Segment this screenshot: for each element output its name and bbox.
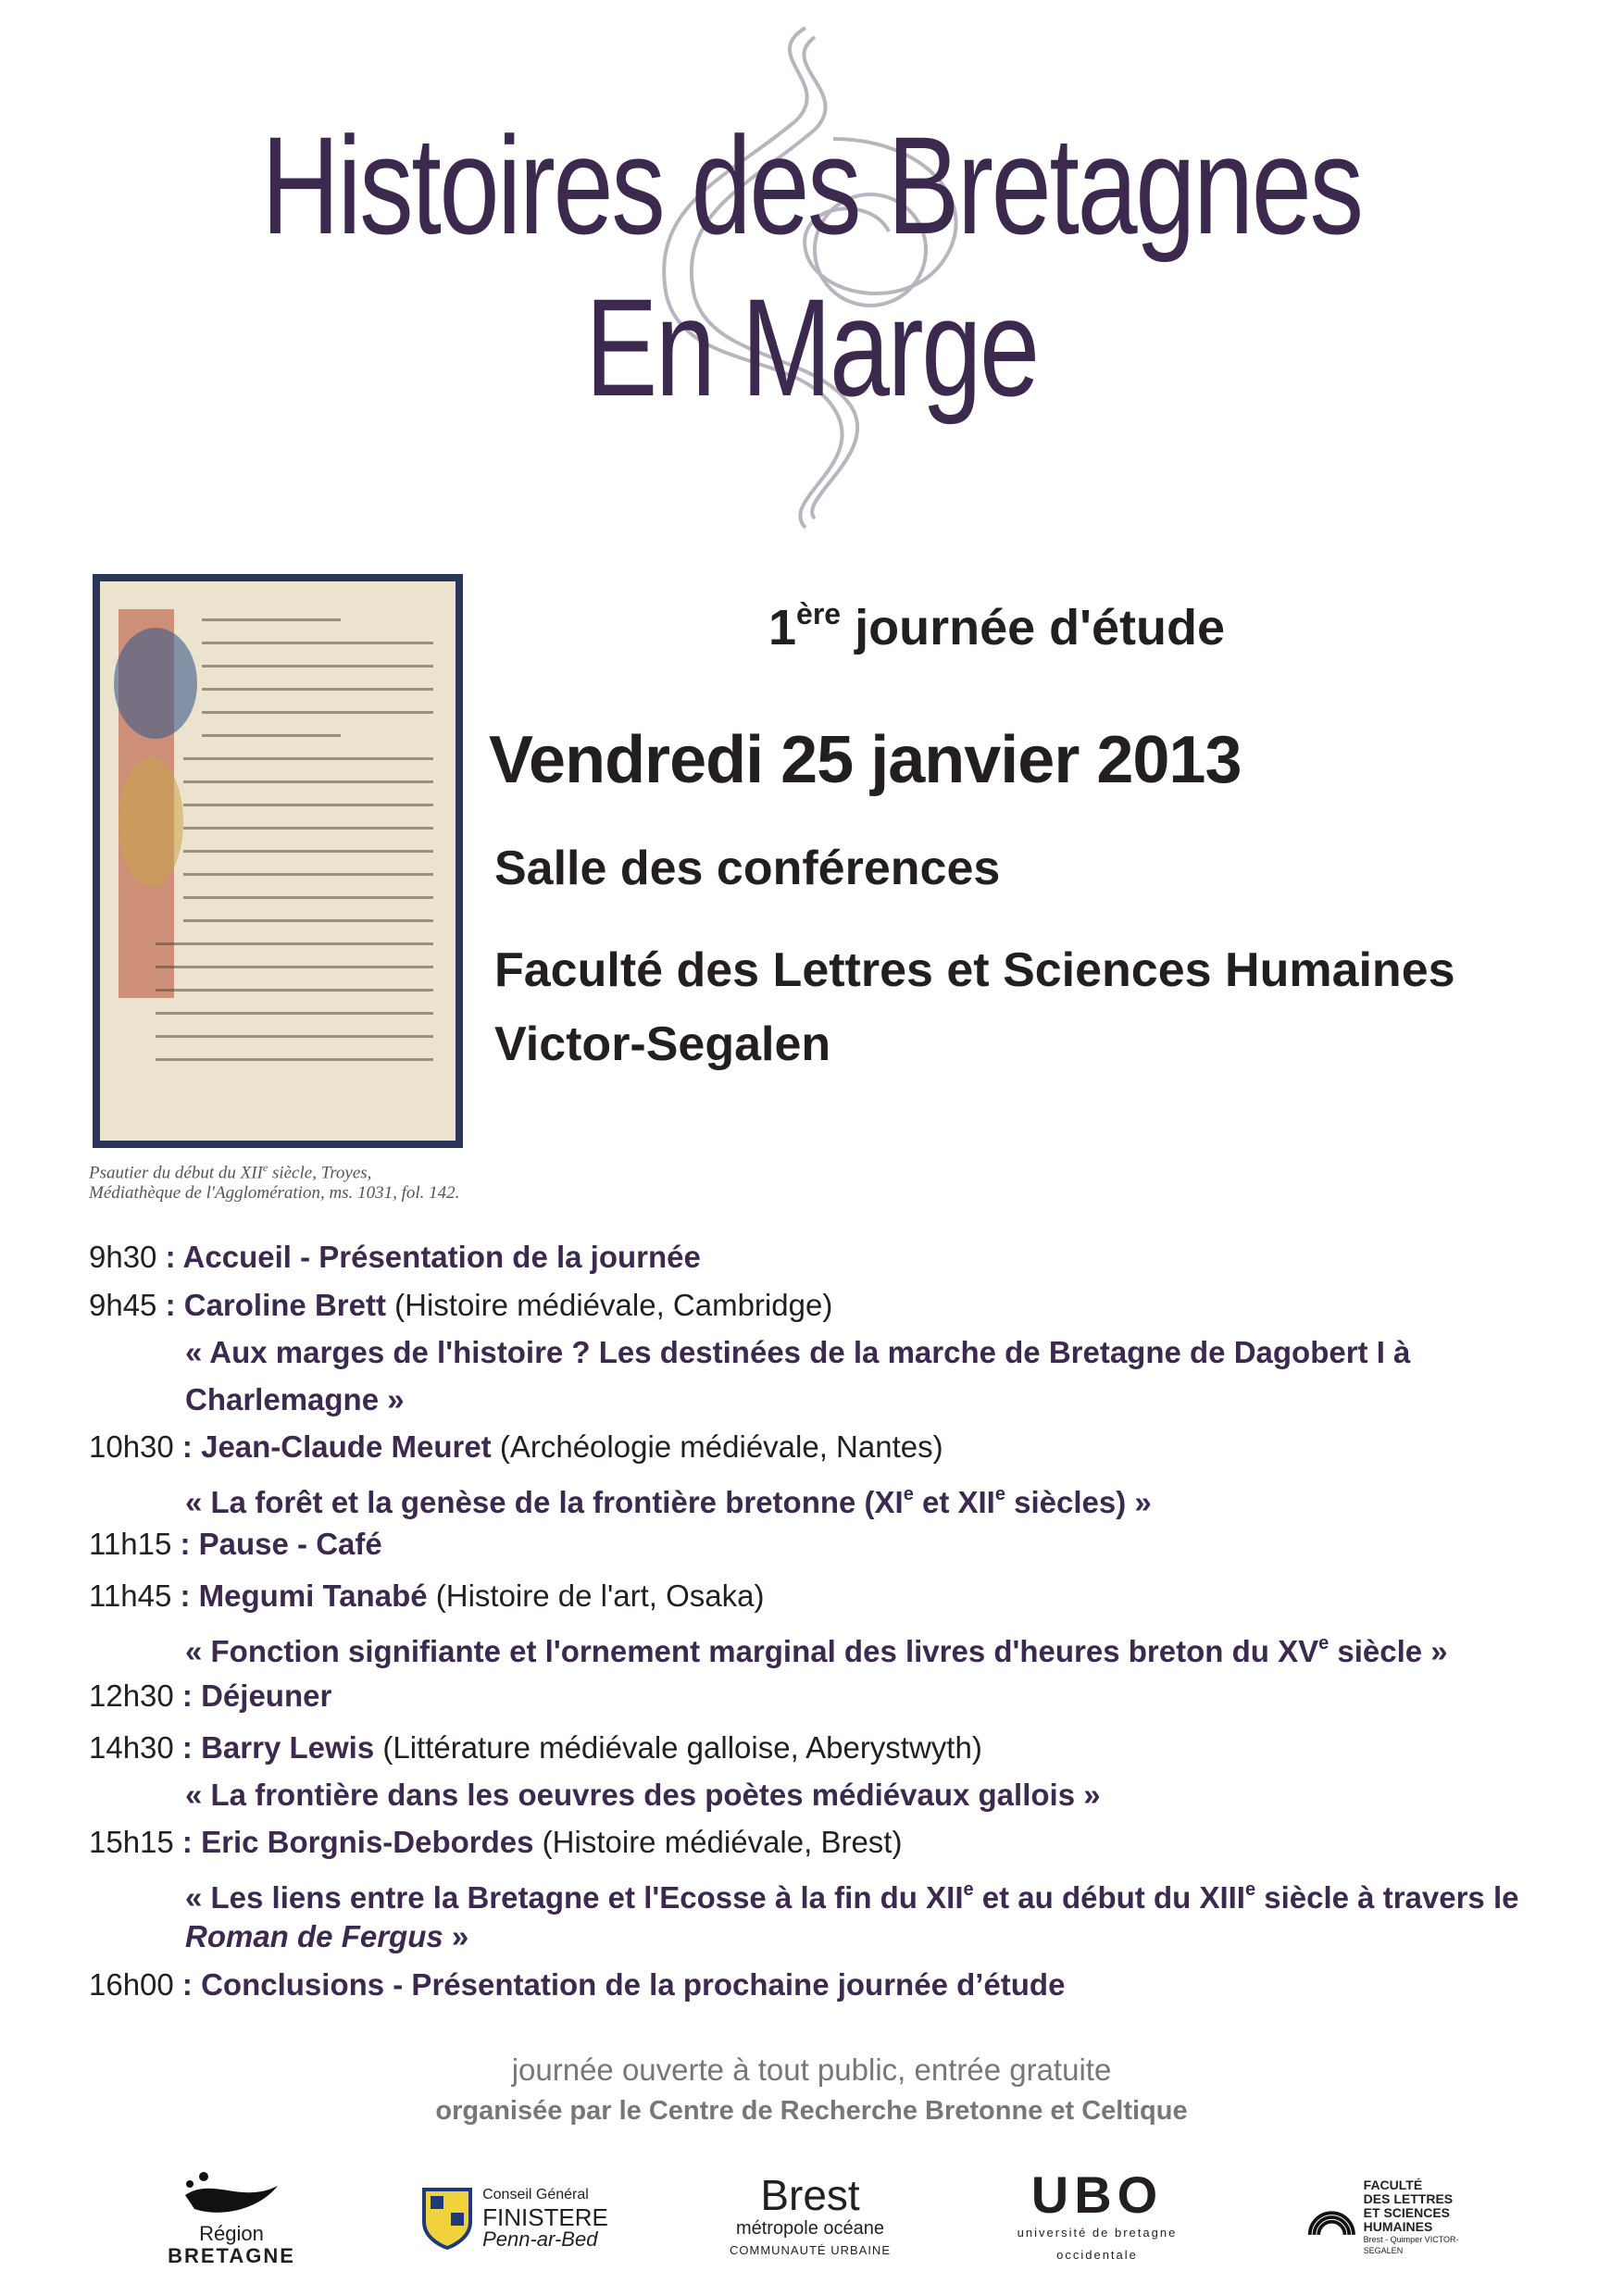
faculty-stripes-icon xyxy=(1305,2194,1358,2240)
talk-title: Roman de Fergus » xyxy=(185,1919,469,1953)
event-date: Vendredi 25 janvier 2013 xyxy=(489,723,1242,797)
program-item: 9h30 : Accueil - Présentation de la journée xyxy=(89,1240,701,1274)
manuscript-image xyxy=(93,574,463,1148)
title-line-2: En Marge xyxy=(585,269,1038,425)
program-item: 16h00 : Conclusions - Présentation de la prochaine journée d’étude xyxy=(89,1967,1066,2002)
ubo-logo: UBO université de bretagne occidentale xyxy=(1017,2165,1178,2262)
region-bretagne-logo: Région BRETAGNE xyxy=(157,2166,306,2268)
talk-title: « Les liens entre la Bretagne et l'Ecosse à la fin du XIIe et au début du XIIIe siècle à travers le xyxy=(185,1879,1519,1915)
program-item: 12h30 : Déjeuner xyxy=(89,1678,332,1713)
organizer-note: organisée par le Centre de Recherche Bretonne et Celtique xyxy=(435,2096,1188,2126)
program-item: 11h15 : Pause - Café xyxy=(89,1527,382,1561)
program-item: 9h45 : Caroline Brett (Histoire médiévale, Cambridge) xyxy=(89,1288,833,1322)
talk-title: « La forêt et la genèse de la frontière bretonne (XIe et XIIe siècles) » xyxy=(185,1484,1152,1519)
brest-metropole-logo: Brest métropole océane COMMUNAUTÉ URBAINE xyxy=(729,2171,891,2257)
title-line-1: Histoires des Bretagnes xyxy=(261,107,1362,263)
talk-title: « La frontière dans les oeuvres des poètes médiévaux gallois » xyxy=(185,1778,1101,1812)
talk-title: « Aux marges de l'histoire ? Les destinées de la marche de Bretagne de Dagobert I à xyxy=(185,1335,1411,1369)
access-note: journée ouverte à tout public, entrée gratuite xyxy=(511,2053,1112,2087)
venue-room: Salle des conférences xyxy=(494,842,1001,895)
venue-city: Victor-Segalen xyxy=(494,1017,831,1071)
program-item: 11h45 : Megumi Tanabé (Histoire de l'art, Osaka) xyxy=(89,1578,765,1613)
venue-faculty: Faculté des Lettres et Sciences Humaines xyxy=(494,943,1455,997)
program-item: 15h15 : Eric Borgnis-Debordes (Histoire médiévale, Brest) xyxy=(89,1825,903,1859)
faculty-logo: FACULTÉ DES LETTRES ET SCIENCES HUMAINES Brest - Quimper VICTOR-SEGALEN xyxy=(1305,2166,1491,2268)
image-caption: Psautier du début du XIIe siècle, Troyes, Médiathèque de l'Agglomération, ms. 1031, fol. 142. xyxy=(89,1161,460,1204)
event-label: 1ère journée d'étude xyxy=(768,597,1225,655)
program-item: 14h30 : Barry Lewis (Littérature médiévale galloise, Aberystwyth) xyxy=(89,1730,982,1765)
program-item: 10h30 : Jean-Claude Meuret (Archéologie médiévale, Nantes) xyxy=(89,1429,943,1464)
finistere-logo: Conseil Général FINISTERE Penn-ar-Bed xyxy=(417,2166,611,2268)
coat-of-arms-icon xyxy=(419,2185,475,2250)
bird-icon xyxy=(176,2167,287,2223)
talk-title: « Fonction signifiante et l'ornement marginal des livres d'heures breton du XVe siècle » xyxy=(185,1633,1448,1668)
talk-title: Charlemagne » xyxy=(185,1382,405,1416)
